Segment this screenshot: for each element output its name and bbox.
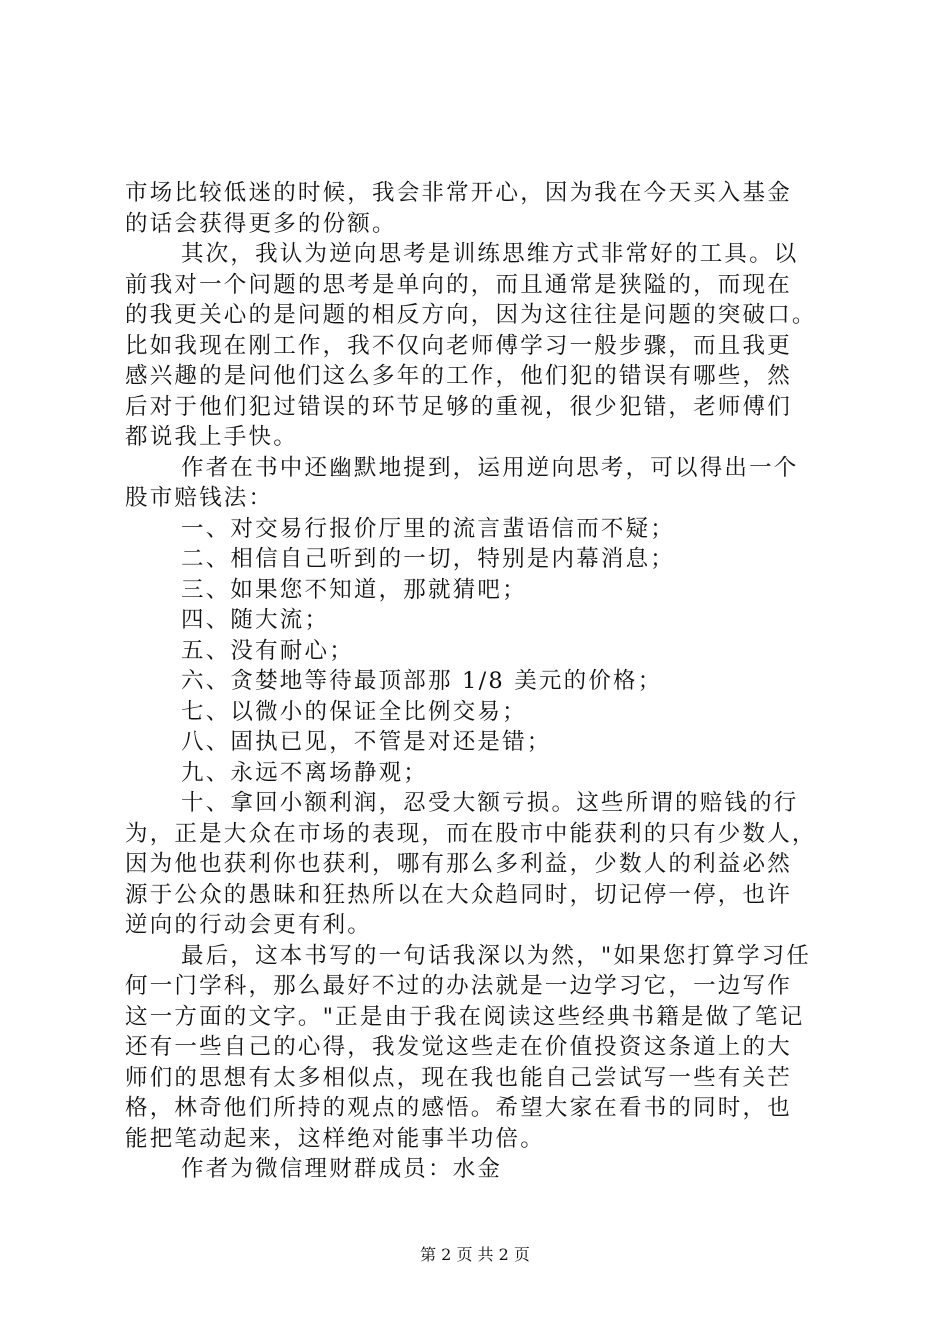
list-item: 十、拿回小额利润，忍受大额亏损。这些所谓的赔钱的行 <box>181 790 799 816</box>
list-item: 五、没有耐心； <box>181 637 354 664</box>
text-line: 格，林奇他们所持的观点的感悟。希望大家在看书的同时，也 <box>125 1095 792 1121</box>
text-line: 逆向的行动会更有利。 <box>125 912 373 938</box>
text-line: 能把笔动起来，这样绝对能事半功倍。 <box>125 1125 545 1152</box>
text-line: 还有一些自己的心得，我发觉这些走在价值投资这条道上的大 <box>125 1034 792 1060</box>
body-text <box>125 178 845 1185</box>
text-line: 为，正是大众在市场的表现，而在股市中能获利的只有少数人， <box>125 820 817 847</box>
text-line: 最后，这本书写的一句话我深以为然，"如果您打算学习任 <box>181 942 812 969</box>
text-line: 师们的思想有太多相似点，现在我也能自己尝试写一些有关芒 <box>125 1064 792 1091</box>
text-line: 感兴趣的是问他们这么多年的工作，他们犯的错误有哪些，然 <box>125 363 792 389</box>
text-line: 的我更关心的是问题的相反方向，因为这往往是问题的突破口。 <box>125 302 817 328</box>
list-item: 八、固执已见，不管是对还是错； <box>181 729 552 755</box>
text-line: 这一方面的文字。"正是由于我在阅读这些经典书籍是做了笔记 <box>125 1003 805 1030</box>
text-line: 股市赔钱法： <box>125 485 274 511</box>
text-line: 后对于他们犯过错误的环节足够的重视，很少犯错，老师傅们 <box>125 393 792 420</box>
text-line: 其次，我认为逆向思考是训练思维方式非常好的工具。以 <box>181 241 799 267</box>
list-item: 九、永远不离场静观； <box>181 759 429 786</box>
text-line: 比如我现在刚工作，我不仅向老师傅学习一般步骤，而且我更 <box>125 332 792 359</box>
list-item: 七、以微小的保证全比例交易； <box>181 698 527 725</box>
list-item: 三、如果您不知道，那就猜吧； <box>181 576 527 603</box>
text-line: 何一门学科，那么最好不过的办法就是一边学习它，一边写作 <box>125 973 792 999</box>
text-line: 的话会获得更多的份额。 <box>125 210 397 237</box>
text-line: 作者在书中还幽默地提到，运用逆向思考，可以得出一个 <box>181 454 799 481</box>
list-item: 四、随大流； <box>181 607 330 633</box>
list-item: 一、对交易行报价厅里的流言蜚语信而不疑； <box>181 515 676 542</box>
list-item: 六、贪婪地等待最顶部那 1/8 美元的价格； <box>181 668 663 694</box>
text-line: 因为他也获利你也获利，哪有那么多利益，少数人的利益必然 <box>125 851 792 877</box>
page-number-footer: 第 2 页 共 2 页 <box>420 1245 530 1264</box>
text-line: 都说我上手快。 <box>125 424 298 450</box>
author-line: 作者为微信理财群成员：水金 <box>181 1156 503 1182</box>
text-line: 前我对一个问题的思考是单向的，而且通常是狭隘的，而现在 <box>125 271 792 298</box>
text-line: 源于公众的愚昧和狂热所以在大众趋同时，切记停一停，也许 <box>125 881 792 908</box>
list-item: 二、相信自己听到的一切，特别是内幕消息； <box>181 546 676 572</box>
text-line: 市场比较低迷的时候，我会非常开心，因为我在今天买入基金 <box>125 180 792 206</box>
